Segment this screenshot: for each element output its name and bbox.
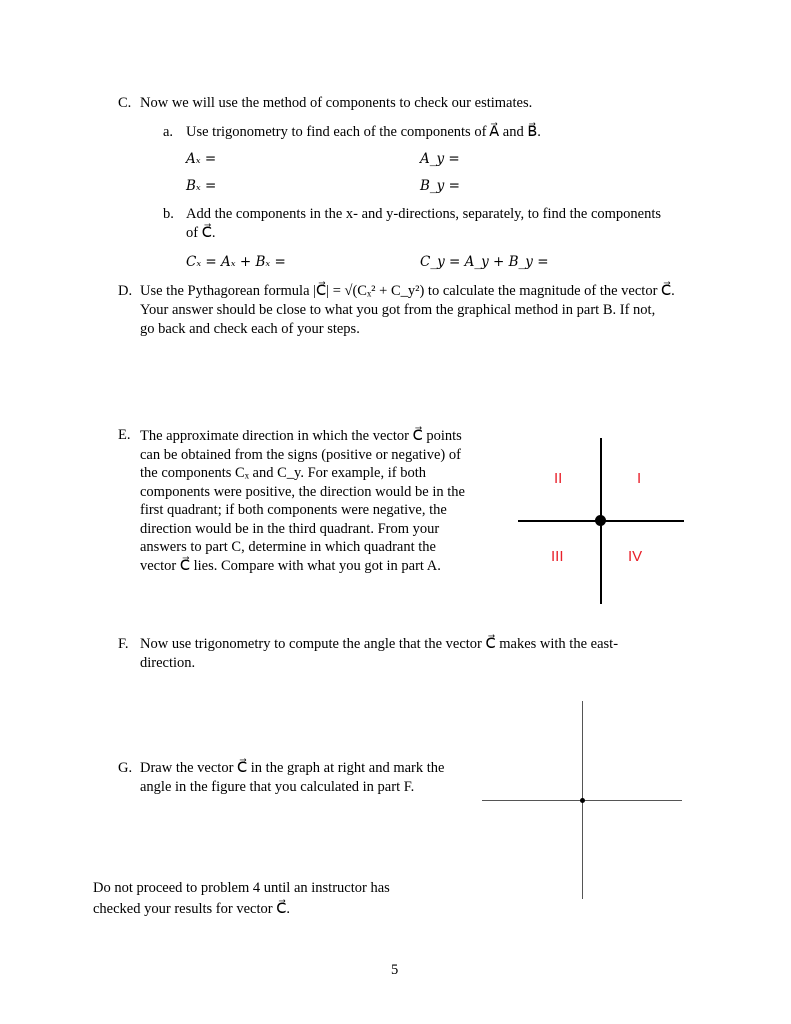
part-f-line2: direction. [140,655,196,671]
part-c-b-label: b. [163,206,174,222]
part-f-label: F. [118,636,129,652]
page-number: 5 [391,962,399,978]
footer-note-line1: Do not proceed to problem 4 until an instructor has [93,880,390,896]
part-d-line2: Your answer should be close to what you got from the graphical method in part B. If not, [140,302,656,318]
part-d-line3: go back and check each of your steps. [140,321,360,337]
part-e-line: components were positive, the direction would be in the [140,483,465,500]
part-c-text: Now we will use the method of components to check our estimates. [140,95,533,111]
equation-ay: A_y = [420,151,460,167]
part-c-label: C. [118,95,132,111]
part-e-label: E. [118,427,131,443]
graph-origin [580,798,585,803]
part-g-line2: angle in the figure that you calculated in part F. [140,779,415,795]
part-g-label: G. [118,760,133,776]
part-c-a-label: a. [163,124,174,140]
quadrant-label-iii: III [551,548,564,565]
quadrant-origin [595,515,606,526]
part-e-line: the components Cₓ and C_y. For example, if both [140,465,426,481]
quadrant-label-i: I [637,470,642,487]
quadrant-label-ii: II [554,470,563,487]
part-f-line1: Now use trigonometry to compute the angle that the vector C⃗ makes with the east- [140,636,619,652]
part-e-line: first quadrant; if both components were negative, the [140,502,447,518]
equation-by: B_y = [420,178,460,194]
part-c-a-text: Use trigonometry to find each of the components of A⃗ and B⃗. [186,124,541,140]
part-d-label: D. [118,283,133,299]
part-g-line1: Draw the vector C⃗ in the graph at right and mark the [140,760,445,776]
part-e-line: can be obtained from the signs (positive or negative) of [140,446,461,463]
part-e-line: vector C⃗ lies. Compare with what you got in part A. [140,557,441,574]
part-e-line: The approximate direction in which the vector C⃗ points [140,428,462,444]
footer-note-line2: checked your results for vector C⃗. [93,901,290,917]
part-e-line: direction would be in the third quadrant. From your [140,520,440,537]
part-e-paragraph [140,427,500,575]
equation-ax: Aₓ = [186,151,217,167]
part-c-b-line2: of C⃗. [186,225,216,241]
equation-cy: C_y = A_y + B_y = [420,254,549,270]
equation-cx: Cₓ = Aₓ + Bₓ = [186,254,286,270]
part-e-line: answers to part C, determine in which quadrant the [140,539,436,555]
quadrant-label-iv: IV [628,548,643,565]
equation-bx: Bₓ = [186,178,217,194]
part-d-line1: Use the Pythagorean formula |C⃗| = √(Cₓ² + C_y²) to calculate the magnitude of the vector C⃗. [140,283,675,299]
part-c-b-line1: Add the components in the x- and y-directions, separately, to find the components [186,206,662,222]
